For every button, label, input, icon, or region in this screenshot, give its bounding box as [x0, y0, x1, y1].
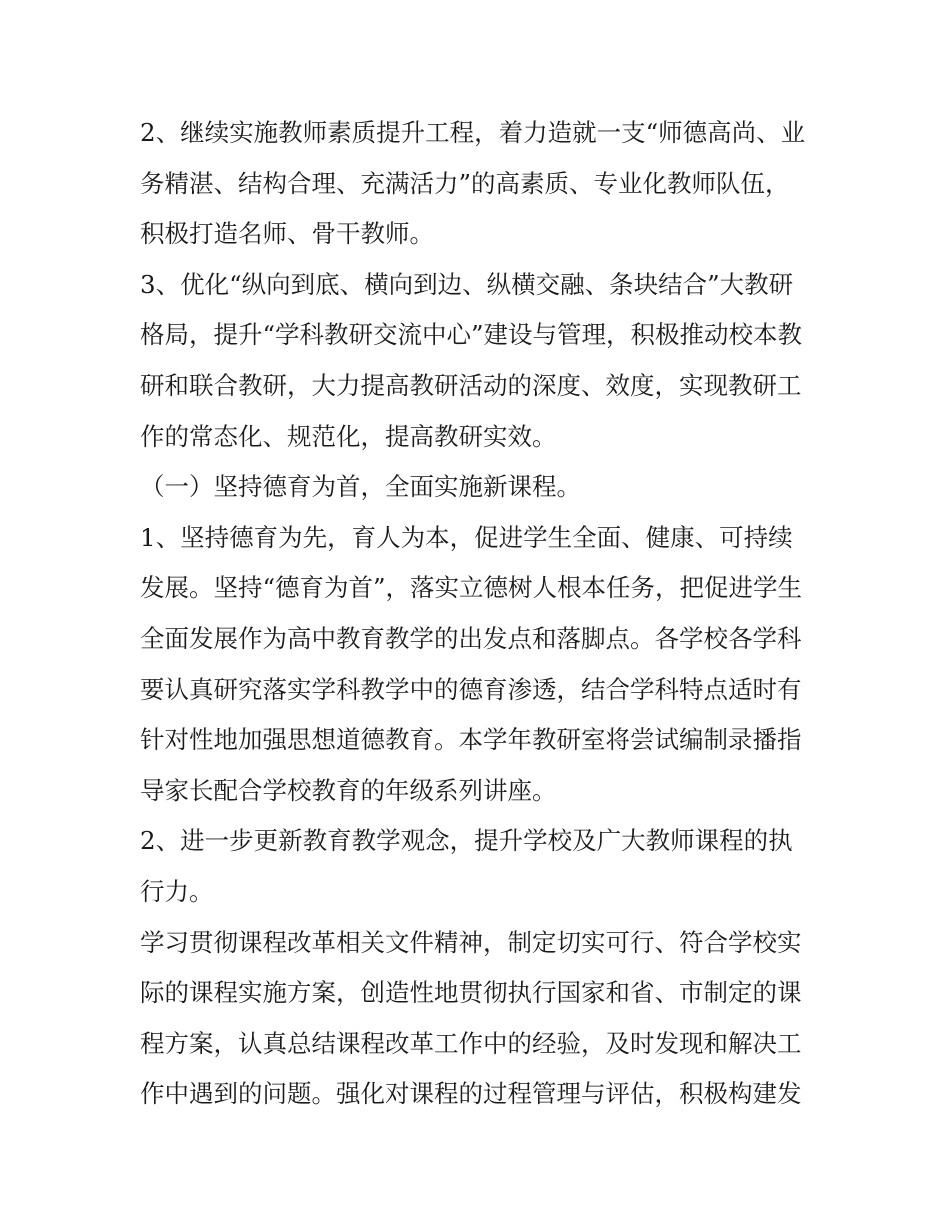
text-line: 要认真研究落实学科教学中的德育渗透，结合学科特点适时有 [140, 674, 802, 704]
text-line: 行力。 [140, 876, 214, 906]
text-line: 2、进一步更新教育教学观念，提升学校及广大教师课程的执 [140, 826, 793, 856]
text-line: 发展。坚持“德育为首”，落实立德树人根本任务，把促进学生 [140, 573, 803, 603]
text-line: 程方案，认真总结课程改革工作中的经验，及时发现和解决工 [140, 1028, 802, 1058]
text-line: 作的常态化、规范化，提高教研实效。 [140, 421, 557, 451]
section-heading: （一）坚持德育为首，全面实施新课程。 [140, 472, 581, 502]
text-line: 际的课程实施方案，创造性地贯彻执行国家和省、市制定的课 [140, 978, 802, 1008]
text-line: 作中遇到的问题。强化对课程的过程管理与评估，积极构建发 [140, 1079, 802, 1109]
text-line: 全面发展作为高中教育教学的出发点和落脚点。各学校各学科 [140, 623, 802, 653]
text-line: 针对性地加强思想道德教育。本学年教研室将尝试编制录播指 [140, 725, 802, 755]
text-line: 务精湛、结构合理、充满活力”的高素质、专业化教师队伍， [140, 168, 790, 198]
document-body [140, 108, 820, 1120]
text-line: 积极打造名师、骨干教师。 [140, 219, 434, 249]
text-line: 格局，提升“学科教研交流中心”建设与管理，积极推动校本教 [140, 320, 803, 350]
text-line: 导家长配合学校教育的年级系列讲座。 [140, 775, 557, 805]
text-line: 2、继续实施教师素质提升工程，着力造就一支“师德高尚、业 [140, 118, 806, 147]
text-line: 3、优化“纵向到底、横向到边、纵横交融、条块结合”大教研 [140, 269, 794, 299]
text-line: 学习贯彻课程改革相关文件精神，制定切实可行、符合学校实 [140, 927, 802, 957]
text-line: 研和联合教研，大力提高教研活动的深度、效度，实现教研工 [140, 370, 802, 400]
text-line: 1、坚持德育为先，育人为本，促进学生全面、健康、可持续 [140, 522, 793, 552]
